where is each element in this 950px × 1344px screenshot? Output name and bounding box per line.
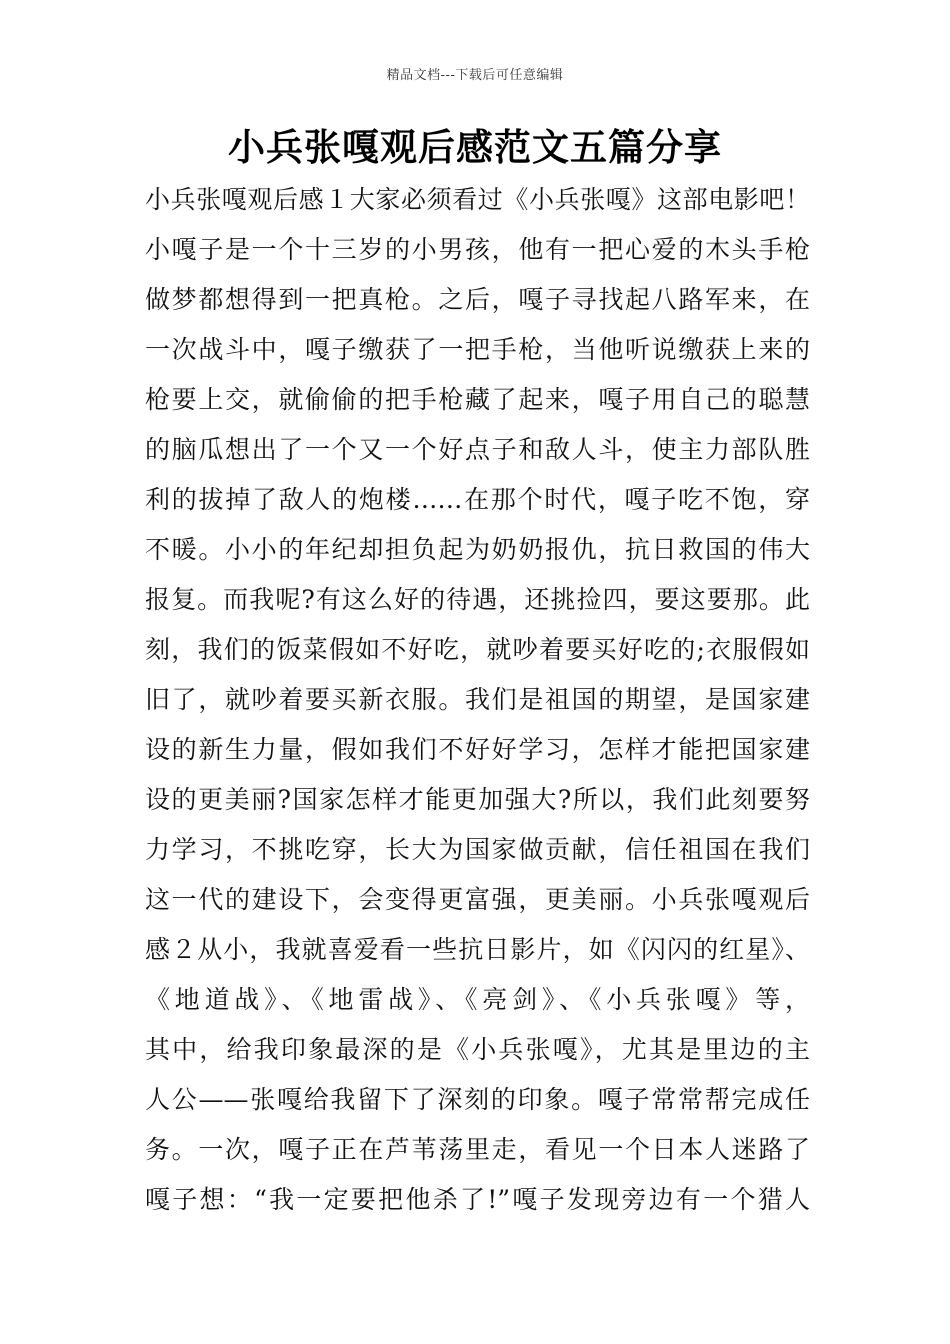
- body-line: 嘎子想：“我一定要把他杀了!”嘎子发现旁边有一个猎人: [145, 1185, 810, 1214]
- body-text: [145, 175, 810, 1225]
- body-line: 《地道战》、《地雷战》、《亮剑》、《小兵张嘎》等，: [145, 985, 810, 1014]
- body-line: 人公——张嘎给我留下了深刻的印象。嘎子常常帮完成任: [145, 1085, 810, 1114]
- body-line: 设的更美丽?国家怎样才能更加强大?所以，我们此刻要努: [145, 785, 810, 814]
- document-title: 小兵张嘎观后感范文五篇分享: [228, 125, 722, 169]
- body-line: 力学习，不挑吃穿，长大为国家做贡献，信任祖国在我们: [145, 835, 810, 864]
- body-line: 不暖。小小的年纪却担负起为奶奶报仇，抗日救国的伟大: [145, 535, 810, 564]
- body-line: 一次战斗中，嘎子缴获了一把手枪，当他听说缴获上来的: [145, 335, 810, 364]
- header-note: 精品文档---下载后可任意编辑: [386, 68, 564, 83]
- body-line: 务。一次，嘎子正在芦苇荡里走，看见一个日本人迷路了: [145, 1135, 810, 1164]
- body-line: 枪要上交，就偷偷的把手枪藏了起来，嘎子用自己的聪慧: [145, 385, 810, 414]
- body-line: 的脑瓜想出了一个又一个好点子和敌人斗，使主力部队胜: [145, 435, 810, 464]
- body-line: 刻，我们的饭菜假如不好吃，就吵着要买好吃的;衣服假如: [145, 635, 810, 664]
- body-line: 小兵张嘎观后感１大家必须看过《小兵张嘎》这部电影吧！: [145, 185, 810, 214]
- body-line: 感２从小，我就喜爱看一些抗日影片，如《闪闪的红星》、: [145, 935, 810, 964]
- body-line: 做梦都想得到一把真枪。之后，嘎子寻找起八路军来，在: [145, 285, 810, 314]
- body-line: 旧了，就吵着要买新衣服。我们是祖国的期望，是国家建: [145, 685, 810, 714]
- body-line: 小嘎子是一个十三岁的小男孩，他有一把心爱的木头手枪: [145, 235, 810, 264]
- body-line: 这一代的建设下，会变得更富强，更美丽。小兵张嘎观后: [145, 885, 810, 914]
- body-line: 利的拔掉了敌人的炮楼……在那个时代，嘎子吃不饱，穿: [145, 485, 810, 514]
- body-line: 设的新生力量，假如我们不好好学习，怎样才能把国家建: [145, 735, 810, 764]
- body-line: 其中，给我印象最深的是《小兵张嘎》，尤其是里边的主: [145, 1035, 810, 1064]
- body-line: 报复。而我呢?有这么好的待遇，还挑捡四，要这要那。此: [145, 585, 810, 614]
